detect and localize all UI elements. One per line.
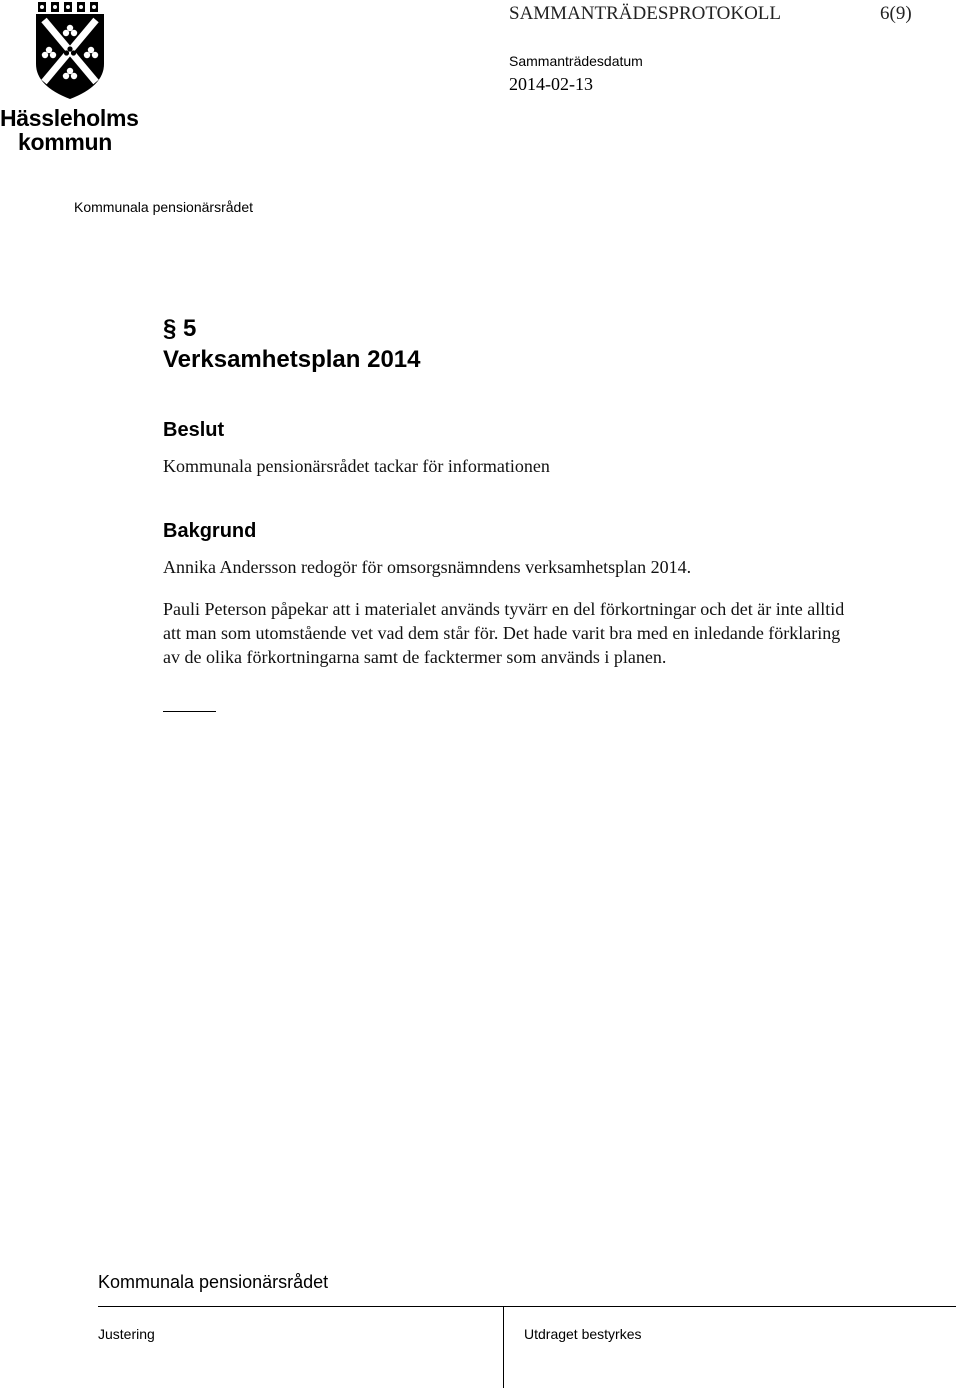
logo-text-line1: Hässleholms	[0, 105, 139, 131]
section-end-rule	[163, 711, 216, 712]
meeting-date-label: Sammanträdesdatum	[509, 53, 643, 69]
decision-text: Kommunala pensionärsrådet tackar för informationen	[163, 456, 550, 476]
background-heading: Bakgrund	[163, 520, 257, 542]
justering-label: Justering	[98, 1326, 155, 1342]
background-paragraph: Annika Andersson redogör för omsorgsnämndens verksamhetsplan 2014.	[163, 557, 692, 577]
footer-column-divider	[503, 1306, 504, 1388]
page-number: 6(9)	[880, 3, 912, 24]
background-paragraph: Pauli Peterson påpekar att i materialet används tyvärr en del förkortningar och det är inte alltid att man som utomstående vet vad dem står för. Det hade varit bra med en inledande förklaring av de olika förkortningarna samt de facktermer som används i planen.	[163, 599, 845, 667]
footer-divider	[98, 1306, 956, 1307]
footer-committee-name: Kommunala pensionärsrådet	[98, 1272, 329, 1292]
section-title: Verksamhetsplan 2014	[163, 346, 421, 373]
decision-heading: Beslut	[163, 419, 225, 441]
committee-name: Kommunala pensionärsrådet	[74, 199, 253, 215]
document-type: SAMMANTRÄDESPROTOKOLL	[509, 3, 782, 24]
meeting-date-value: 2014-02-13	[509, 74, 593, 94]
logo-text-line2: kommun	[18, 129, 113, 155]
utdraget-bestyrkes-label: Utdraget bestyrkes	[524, 1326, 642, 1342]
municipality-logo	[0, 0, 160, 160]
coat-of-arms-icon	[34, 2, 106, 100]
section-number: § 5	[163, 315, 197, 342]
